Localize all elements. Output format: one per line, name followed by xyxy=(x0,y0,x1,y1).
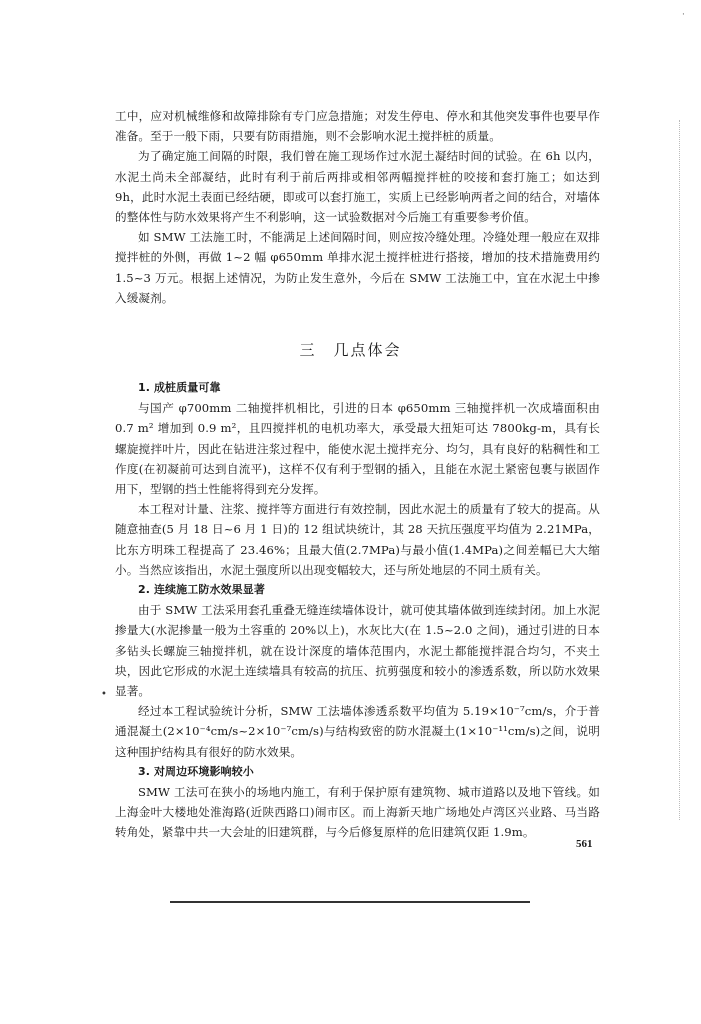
footer-rule xyxy=(170,901,530,903)
scan-binding-marks xyxy=(679,120,683,820)
page-number: 561 xyxy=(576,838,593,850)
paragraph-setting-time: 为了确定施工间隔的时限，我们曾在施工现场作过水泥土凝结时间的试验。在 6h 以内，水泥土尚未全部凝结，此时有利于前后两排或相邻两幅搅拌桩的咬接和套打施工；如达到 9h，此时水泥土表面已经结硬，即或可以套打施工，实质上已经影响两者之间的结合，对墙体的整体性与防水效果将产生不利影响，这一试验数据对今后施工有重要参考价值。 xyxy=(115,149,600,225)
corner-mark: · xyxy=(682,10,685,20)
paragraph-strength-stats: 本工程对计量、注浆、搅拌等方面进行有效控制，因此水泥土的质量有了较大的提高。从随意抽查(5 月 18 日~6 月 1 日)的 12 组试块统计，其 28 天抗压强度平均值为 2.21MPa，比东方明珠工程提高了 23.46%；且最大值(2.7MPa)与最小值(1.4MPa)之间差幅已大大缩小。当然应该指出，水泥土强度所以出现变幅较大，还与所处地层的不同土质有关。 xyxy=(115,502,600,577)
paragraph-environment: SMW 工法可在狭小的场地内施工，有利于保护原有建筑物、城市道路以及地下管线。如上海金叶大楼地处淮海路(近陕西路口)闹市区。而上海新天地广场地处卢湾区兴业路、马当路转角处，紧靠中共一大会址的旧建筑群，与今后修复原样的危旧建筑仅距 1.9m。 xyxy=(115,785,600,840)
continued-text-block xyxy=(115,106,600,308)
subsection-title-3: 3. 对周边环境影响较小 xyxy=(138,764,254,778)
paragraph-pile-quality: 与国产 φ700mm 二轴搅拌机相比，引进的日本 φ650mm 三轴搅拌机一次成墙面积由 0.7 m² 增加到 0.9 m²，且四搅拌机的电机功率大，承受最大扭矩可达 7800kg-m，具有长螺旋搅拌叶片，因此在钻进注浆过程中，能使水泥土搅拌充分、均匀，具有良好的粘稠性和工作度(在初凝前可达到自流平)，这样不仅有利于型钢的插入，且能在水泥土紧密包裹与嵌固作用下，型钢的挡土性能将得到充分发挥。 xyxy=(115,401,600,497)
paragraph-permeability: 经过本工程试验统计分析，SMW 工法墙体渗透系数平均值为 5.19×10⁻⁷cm/s，介于普通混凝土(2×10⁻⁴cm/s~2×10⁻⁷cm/s)与结构致密的防水混凝土(1×10⁻¹¹cm/s)之间，说明这种围护结构具有很好的防水效果。 xyxy=(115,704,600,759)
subsection-title-1: 1. 成桩质量可靠 xyxy=(138,381,221,394)
margin-dot: • xyxy=(101,689,107,700)
paragraph-waterproofing: 由于 SMW 工法采用套孔重叠无缝连续墙体设计，就可使其墙体做到连续封闭。加上水泥掺量大(水泥掺量一般为土容重的 20%以上)，水灰比大(在 1.5~2.0 之间)，通过引进的日本多钻头长螺旋三轴搅拌机，就在设计深度的墙体范围内，水泥土都能搅拌混合均匀，不夹土块，因此它形成的水泥土连续墙具有较高的抗压、抗剪强度和较小的渗透系数，所以防水效果显著。 xyxy=(115,603,600,699)
subsection-title-2: 2. 连续施工防水效果显著 xyxy=(138,583,265,597)
section-heading: 三 几点体会 xyxy=(299,341,402,359)
paragraph-continued: 工中，应对机械维修和故障排除有专门应急措施；对发生停电、停水和其他突发事件也要早作准备。至于一般下雨，只要有防雨措施，则不会影响水泥土搅拌桩的质量。 xyxy=(115,109,600,144)
experience-text-block xyxy=(115,378,600,843)
paragraph-cold-joint: 如 SMW 工法施工时，不能满足上述间隔时间，则应按冷缝处理。冷缝处理一般应在双排搅拌桩的外侧，再做 1~2 幅 φ650mm 单排水泥土搅拌桩进行搭接，增加的技术措施费用约 1.5~3 万元。根据上述情况，为防止发生意外，今后在 SMW 工法施工中，宜在水泥土中掺入缓凝剂。 xyxy=(115,230,600,305)
